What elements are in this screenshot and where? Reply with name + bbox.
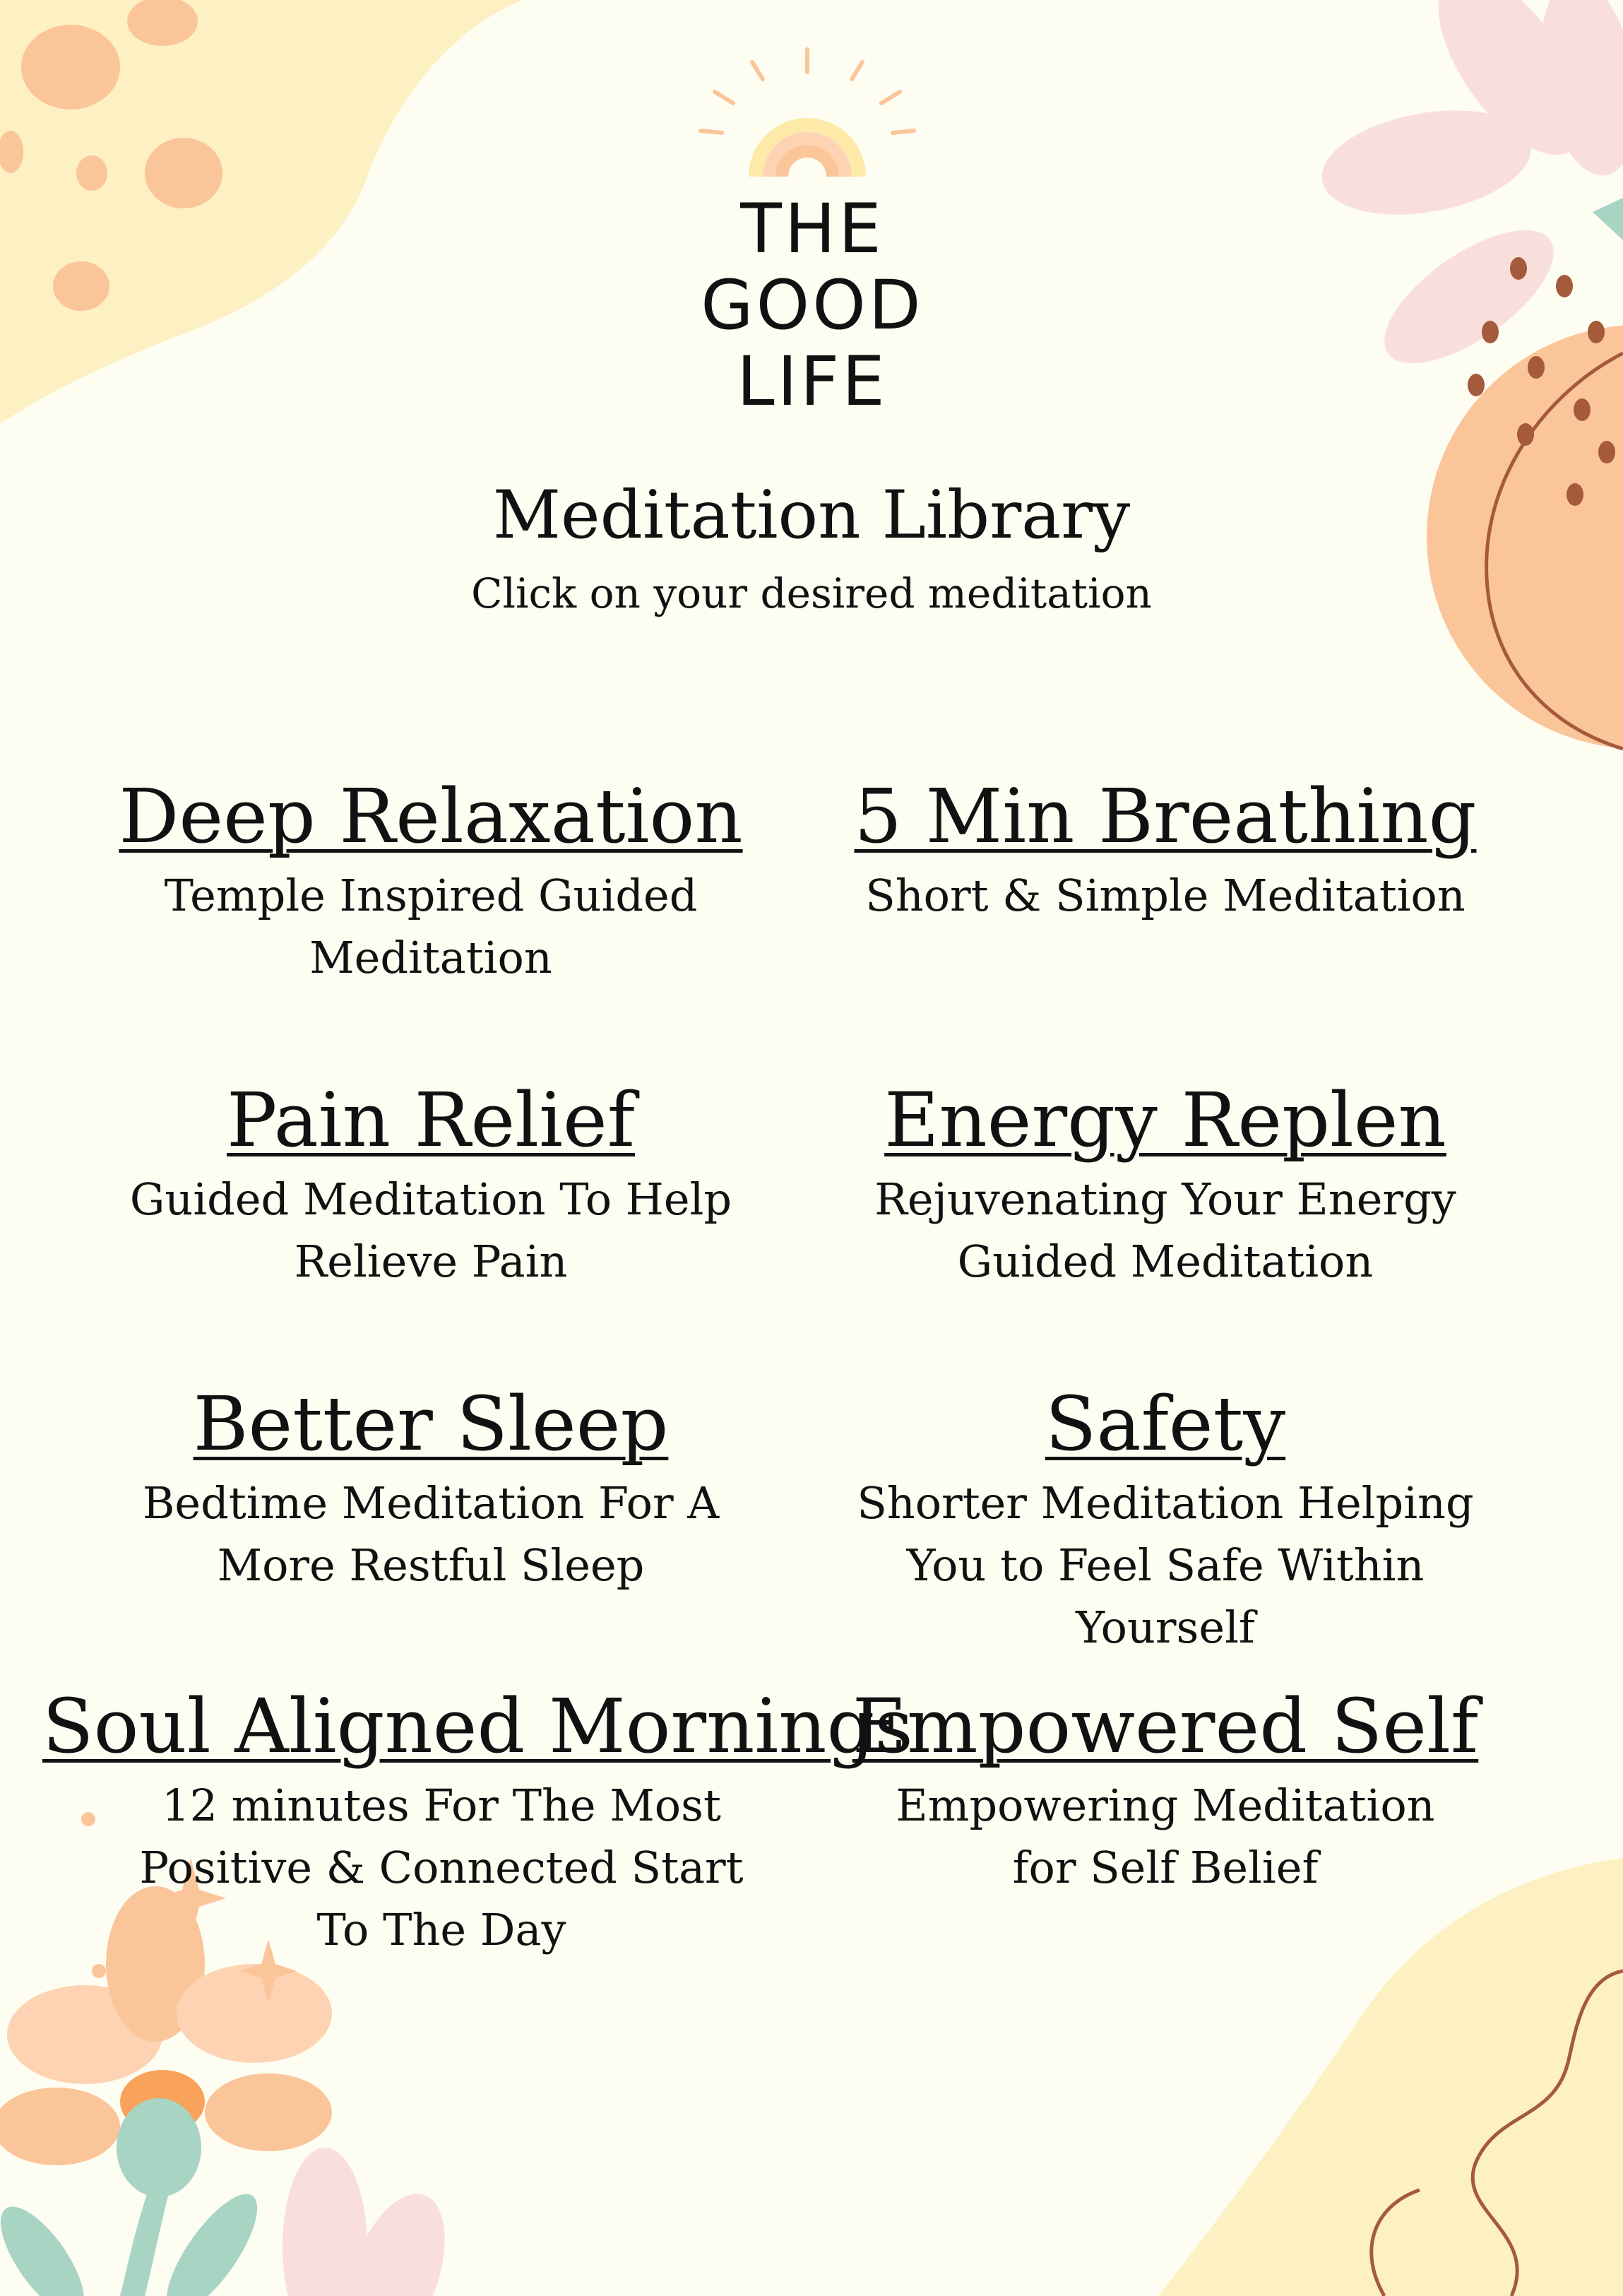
bottom-right-blob: [1158, 1858, 1623, 2296]
meditation-desc-line: for Self Belief: [1012, 1842, 1319, 1893]
meditation-link-safety[interactable]: Safety: [1045, 1380, 1286, 1467]
top-right-flower: [1314, 0, 1623, 388]
logo-wordmark: [671, 191, 953, 420]
meditation-desc-line: Positive & Connected Start: [139, 1842, 744, 1893]
meditation-item-deep-relaxation: [99, 770, 763, 988]
meditation-desc-line: Shorter Meditation Helping: [857, 1477, 1474, 1529]
meditation-desc-line: Relieve Pain: [294, 1236, 568, 1287]
meditation-desc-line: More Restful Sleep: [217, 1539, 645, 1591]
meditation-link-empowered-self[interactable]: Empowered Self: [852, 1683, 1479, 1770]
the-good-life-logo: [671, 35, 953, 431]
meditation-item-energy-replen: [833, 1074, 1497, 1291]
meditation-desc-line: 12 minutes For The Most: [162, 1780, 721, 1831]
meditation-desc-line: Bedtime Meditation For A: [142, 1477, 720, 1529]
meditation-item-empowered-self: [833, 1680, 1497, 1898]
leaf-accent: [1593, 198, 1623, 240]
meditation-item-safety: [833, 1378, 1497, 1657]
meditation-link-better-sleep[interactable]: Better Sleep: [193, 1380, 669, 1467]
meditation-item-pain-relief: [99, 1074, 763, 1291]
meditation-link-deep-relaxation[interactable]: Deep Relaxation: [119, 773, 743, 860]
rainbow-sun-icon: [671, 35, 953, 198]
meditation-desc-line: You to Feel Safe Within: [906, 1539, 1425, 1591]
meditation-desc-line: Yourself: [1076, 1602, 1255, 1653]
meditation-desc-line: Short & Simple Meditation: [865, 870, 1466, 921]
meditation-item-better-sleep: [99, 1378, 763, 1595]
meditation-desc-line: Temple Inspired Guided: [164, 870, 698, 921]
meditation-desc-line: Guided Meditation To Help: [129, 1173, 732, 1225]
meditation-desc-line: To The Day: [316, 1904, 566, 1955]
page-subtitle: Click on your desired meditation: [471, 569, 1152, 617]
page-title: Meditation Library: [492, 477, 1131, 554]
meditation-link-pain-relief[interactable]: Pain Relief: [227, 1077, 635, 1164]
logo-line-3: LIFE: [737, 342, 888, 421]
meditation-link-soul-aligned-mornings[interactable]: Soul Aligned Mornings: [42, 1683, 913, 1770]
meditation-desc-line: Rejuvenating Your Energy: [874, 1173, 1456, 1225]
meditation-link-5-min-breathing[interactable]: 5 Min Breathing: [854, 773, 1477, 860]
meditation-desc-line: Guided Meditation: [957, 1236, 1374, 1287]
meditation-link-energy-replen[interactable]: Energy Replen: [884, 1077, 1446, 1164]
meditation-desc-line: Meditation: [309, 932, 552, 983]
meditation-item-soul-aligned-mornings: [42, 1680, 913, 1960]
logo-line-1: THE: [740, 189, 884, 268]
meditation-desc-line: Empowering Meditation: [896, 1780, 1435, 1831]
logo-line-2: GOOD: [701, 266, 924, 345]
meditation-item-5-min-breathing: [833, 770, 1497, 925]
